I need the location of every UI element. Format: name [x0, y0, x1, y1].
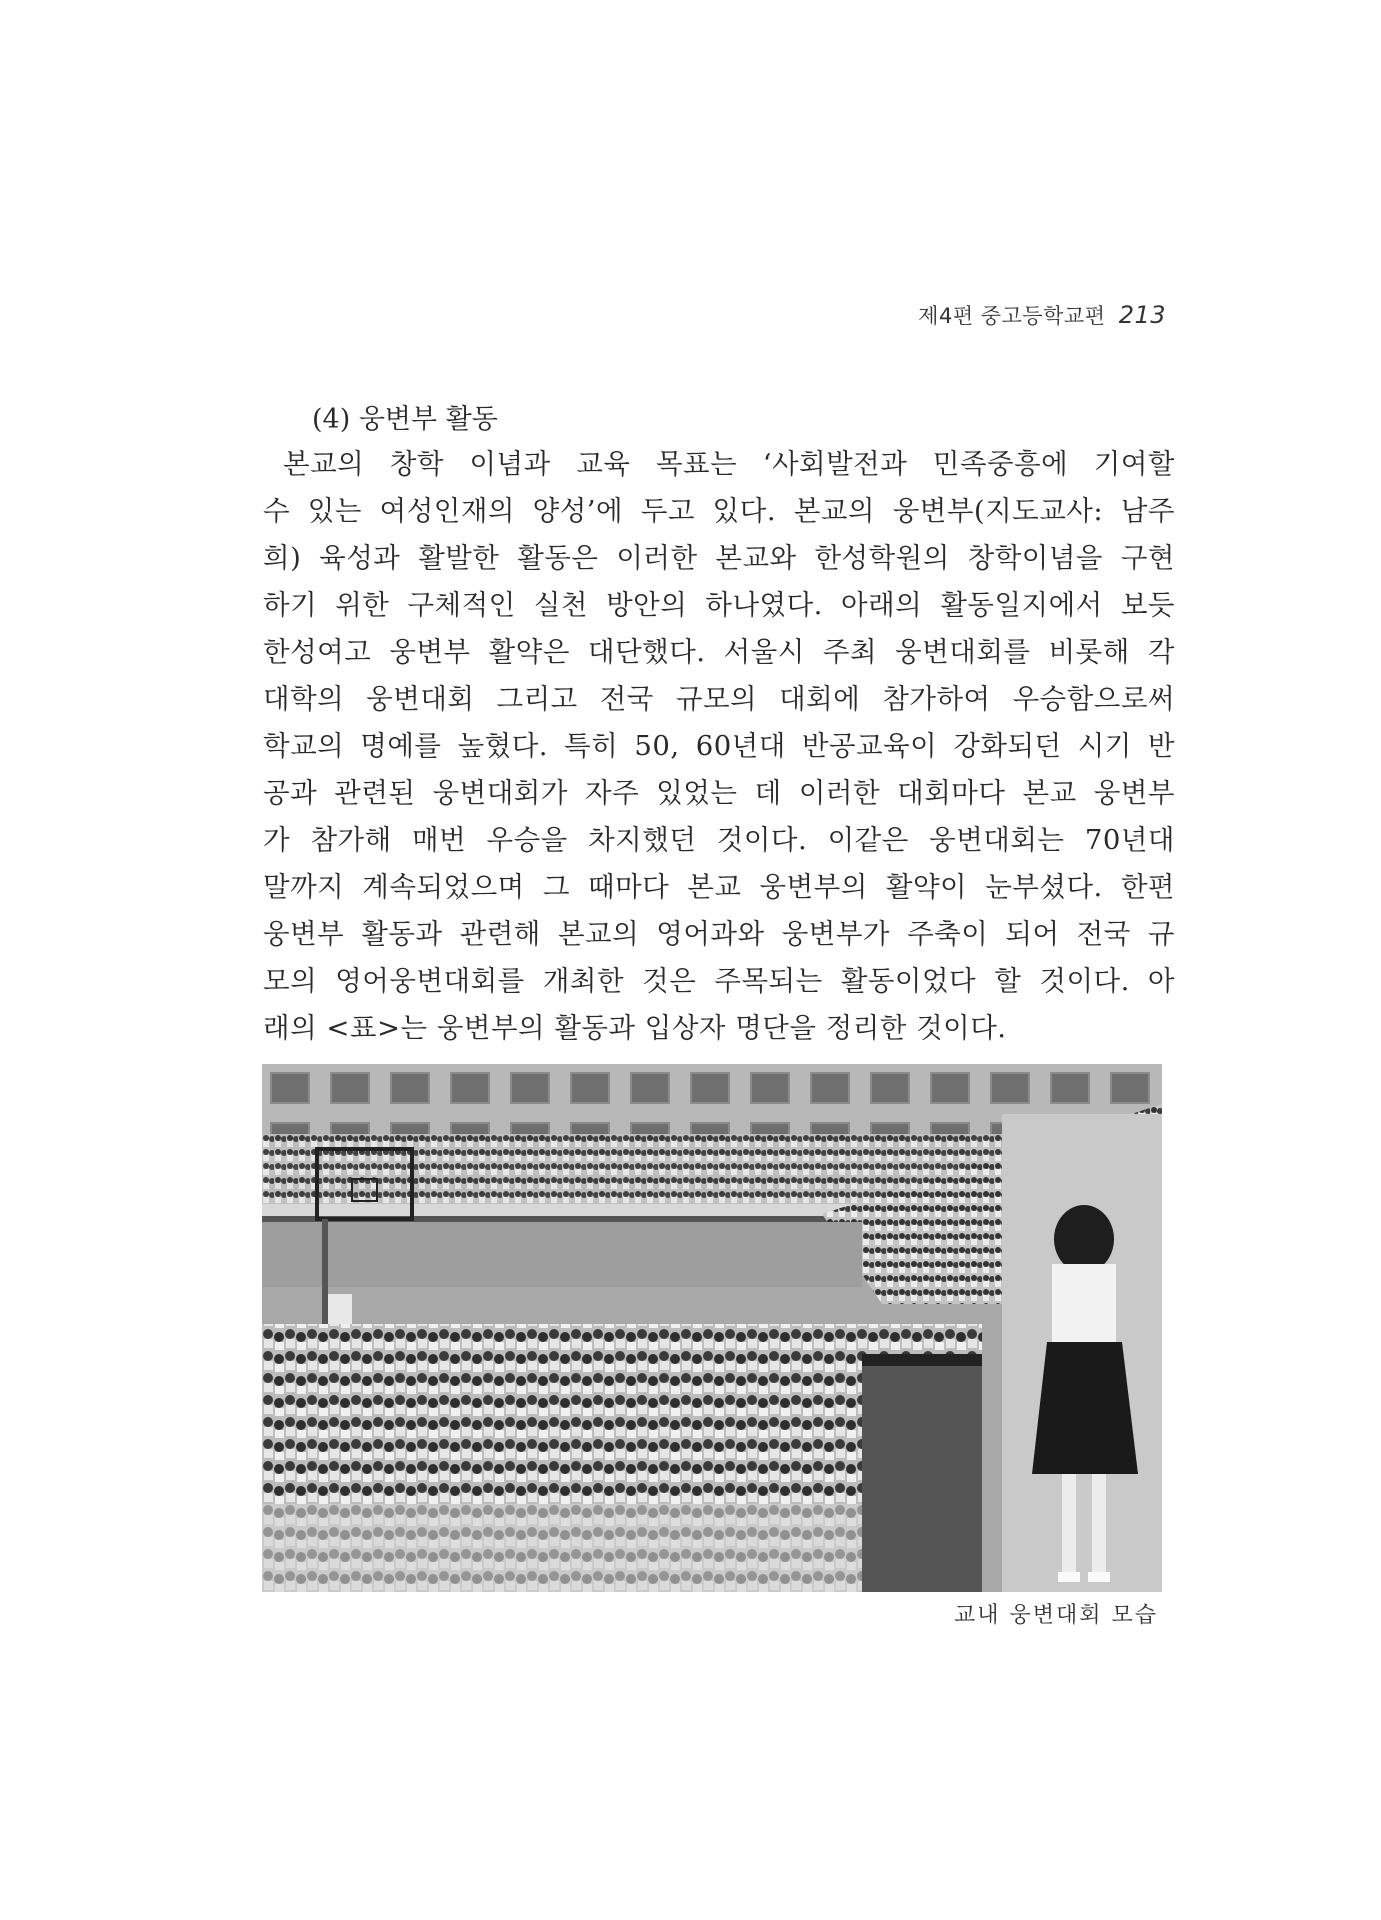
body-line: 말까지 계속되었으며 그 때마다 본교 웅변부의 활약이 눈부셨다. 한편 [263, 871, 1175, 903]
body-line: 공과 관련된 웅변대회가 자주 있었는 데 이러한 대회마다 본교 웅변부 [263, 777, 1175, 809]
speech-contest-photo [262, 1064, 1162, 1592]
running-header [918, 300, 1166, 330]
photo-caption: 교내 웅변대회 모습 [953, 1603, 1158, 1628]
body-line: 래의 <표>는 웅변부의 활동과 입상자 명단을 정리한 것이다. [263, 1012, 1007, 1044]
body-line: 하기 위한 구체적인 실천 방안의 하나였다. 아래의 활동일지에서 보듯 [263, 589, 1175, 621]
body-line: 학교의 명예를 높혔다. 특히 50, 60년대 반공교육이 강화되던 시기 반 [263, 730, 1175, 762]
section-heading: (4) 웅변부 활동 [312, 404, 498, 435]
body-line: 본교의 창학 이념과 교육 목표는 ‘사회발전과 민족중흥에 기여할 [283, 448, 1175, 480]
chapter-title: 제4편 중고등학교편 [918, 304, 1106, 328]
page-number: 213 [1118, 301, 1166, 329]
photo-illustration [262, 1064, 1162, 1592]
body-line: 희) 육성과 활발한 활동은 이러한 본교와 한성학원의 창학이념을 구현 [263, 542, 1175, 574]
body-line: 가 참가해 매번 우승을 차지했던 것이다. 이같은 웅변대회는 70년대 [263, 824, 1175, 856]
body-line: 대학의 웅변대회 그리고 전국 규모의 대회에 참가하여 우승함으로써 [263, 683, 1175, 715]
body-line: 수 있는 여성인재의 양성’에 두고 있다. 본교의 웅변부(지도교사: 남주 [263, 495, 1175, 527]
body-line: 모의 영어웅변대회를 개최한 것은 주목되는 활동이었다 할 것이다. 아 [263, 965, 1175, 997]
body-paragraph [263, 441, 1175, 1052]
body-line: 한성여고 웅변부 활약은 대단했다. 서울시 주최 웅변대회를 비롯해 각 [263, 636, 1175, 668]
body-line: 웅변부 활동과 관련해 본교의 영어과와 웅변부가 주축이 되어 전국 규 [263, 918, 1175, 950]
